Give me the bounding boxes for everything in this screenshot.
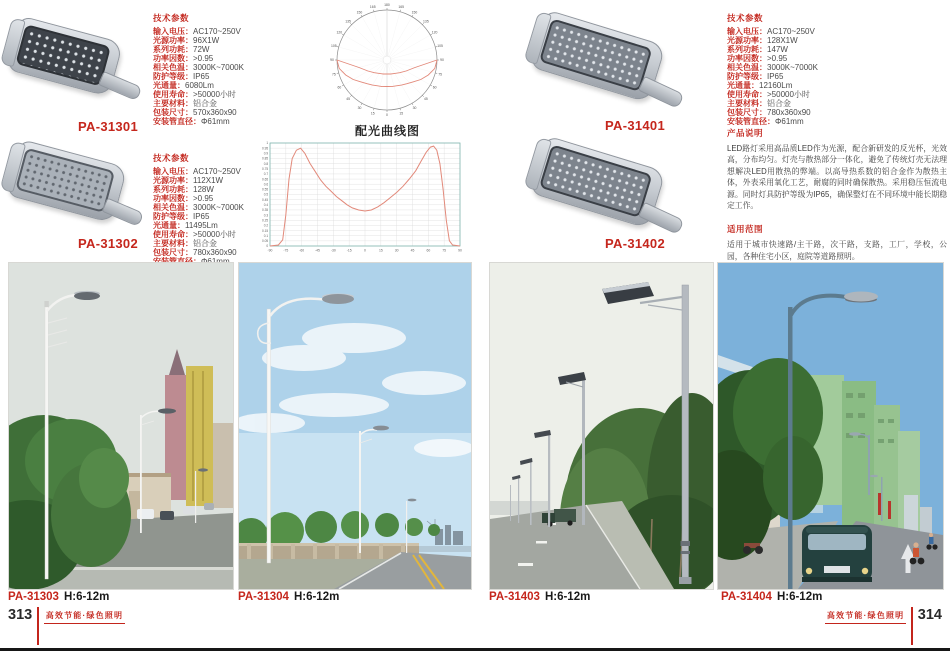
photo-model: PA-31304 [238, 591, 289, 603]
specs-heading: 技术参数 [727, 13, 764, 23]
spec-row: 输入电压：AC170~250V [153, 167, 241, 176]
svg-text:45: 45 [410, 248, 415, 253]
svg-text:45: 45 [346, 97, 350, 102]
scope-body: 适用于城市快速路/主干路，次干路，支路，工厂，学校，公园，各种住宅小区，庭院等道路照明。 [727, 240, 947, 261]
led-panel [15, 148, 115, 213]
spec-row: 光源功率：96X1W [153, 36, 220, 45]
svg-text:0.25: 0.25 [261, 218, 269, 223]
svg-text:180: 180 [384, 3, 390, 8]
specs-heading: 技术参数 [153, 153, 190, 163]
spec-row: 输入电压：AC170~250V [153, 27, 241, 36]
spec-row: 安装管直径：Φ61mm [727, 117, 804, 126]
photo-mount-height: H:6-12m [293, 591, 340, 603]
street-scene-4 [718, 263, 943, 589]
svg-text:30: 30 [394, 248, 399, 253]
spec-row: 防护等级：IP65 [727, 72, 784, 81]
spec-row: 系列功耗：128W [153, 185, 214, 194]
spec-row: 相关色温：3000K~7000K [153, 203, 244, 212]
svg-text:75: 75 [331, 72, 336, 77]
spec-row: 防护等级：IP65 [153, 212, 210, 221]
svg-text:0.8: 0.8 [263, 161, 269, 166]
svg-text:0.35: 0.35 [261, 208, 269, 213]
photo-label-pa-31303 [8, 591, 109, 603]
specs-heading: 技术参数 [153, 13, 190, 23]
description-body: LED路灯采用高品质LED作为光源，配合新研发的反光杯，光效高，分布均匀。灯壳与散热部分一体化，避免了传统灯壳无法理想解决LED用散热的弊端。以高导热系数的铝合金作为散热主体，外表采用氧化工艺，耐腐的同时确保散热。采用稳压恒流电源。同时灯具防护等级为IP65，确保整灯在不同环境中能长期稳定工作。 [727, 144, 947, 211]
page-bottom-rule [0, 648, 950, 651]
specs-block-pa-31401 [727, 12, 899, 126]
footer-right [825, 607, 942, 645]
spec-row: 包装尺寸：780x360x90 [727, 108, 811, 117]
photo-label-pa-31403 [489, 591, 590, 603]
led-panel [15, 24, 111, 86]
spec-row: 系列功耗：72W [153, 45, 210, 54]
product-image-pa-31401 [524, 10, 719, 116]
photo-model: PA-31404 [721, 591, 772, 603]
spec-row: 功率因数：>0.95 [153, 194, 214, 203]
spec-row: 主要材料：铝合金 [727, 99, 791, 108]
svg-text:90: 90 [440, 58, 444, 63]
svg-text:15: 15 [399, 111, 404, 116]
led-panel [539, 18, 653, 92]
photo-label-pa-31304 [238, 591, 339, 603]
spec-row: 光源功率：112X1W [153, 176, 224, 185]
svg-text:30: 30 [357, 105, 362, 110]
installation-photo-pa-31304 [238, 262, 472, 590]
photo-mount-height: H:6-12m [776, 591, 823, 603]
polar-chart-block [310, 3, 465, 121]
svg-text:120: 120 [431, 30, 438, 35]
spec-row: 系列功耗：147W [727, 45, 788, 54]
svg-text:75: 75 [442, 248, 447, 253]
lamp-mount-arm [638, 202, 685, 235]
lamp-mount-arm [638, 76, 685, 109]
spec-row: 防护等级：IP65 [153, 72, 210, 81]
spec-row: 主要材料：铝合金 [153, 239, 217, 248]
spec-row: 使用寿命：>50000小时 [153, 90, 236, 99]
product-description-block [727, 127, 947, 274]
photo-label-pa-31404 [721, 591, 822, 603]
svg-text:-30: -30 [330, 248, 336, 253]
svg-text:30: 30 [412, 105, 417, 110]
svg-text:-60: -60 [299, 248, 305, 253]
svg-text:150: 150 [411, 10, 418, 15]
spec-row: 相关色温：3000K~7000K [727, 63, 818, 72]
footer-slogan-left: 高效节能·绿色照明 [44, 607, 125, 624]
svg-text:0.6: 0.6 [263, 182, 269, 187]
svg-text:135: 135 [345, 19, 351, 24]
street-scene-3 [490, 263, 713, 589]
street-scene-1 [9, 263, 233, 589]
svg-text:0: 0 [266, 244, 269, 249]
svg-text:0.2: 0.2 [263, 223, 269, 228]
photo-mount-height: H:6-12m [544, 591, 591, 603]
svg-text:0.7: 0.7 [263, 172, 269, 177]
spec-row: 包装尺寸：780x360x90 [153, 248, 237, 257]
svg-text:90: 90 [330, 58, 334, 63]
footer-left [8, 607, 125, 645]
lamp-mount-arm [102, 198, 145, 227]
specs-block-pa-31301 [153, 12, 325, 126]
footer-divider [911, 607, 913, 645]
spec-row: 光源功率：128X1W [727, 36, 798, 45]
spec-row: 功率因数：>0.95 [153, 54, 214, 63]
svg-text:0.9: 0.9 [263, 151, 269, 156]
spec-row: 使用寿命：>50000小时 [727, 90, 810, 99]
installation-photo-pa-31404 [717, 262, 944, 590]
svg-text:15: 15 [378, 248, 383, 253]
svg-text:75: 75 [438, 72, 443, 77]
svg-text:45: 45 [424, 97, 428, 102]
page-number-right: 314 [917, 607, 942, 623]
svg-text:0.85: 0.85 [261, 156, 269, 161]
spec-row: 相关色温：3000K~7000K [153, 63, 244, 72]
svg-text:165: 165 [369, 5, 376, 10]
spec-row: 输入电压：AC170~250V [727, 27, 815, 36]
svg-text:-15: -15 [346, 248, 352, 253]
svg-text:0: 0 [386, 113, 388, 118]
spec-row: 使用寿命：>50000小时 [153, 230, 236, 239]
spec-row: 光通量：12160Lm [727, 81, 793, 90]
svg-text:0.15: 0.15 [261, 228, 269, 233]
spec-row: 包装尺寸：570x360x90 [153, 108, 237, 117]
svg-text:165: 165 [398, 5, 405, 10]
product-image-pa-31302 [8, 140, 148, 238]
installation-photo-pa-31403 [489, 262, 714, 590]
svg-text:60: 60 [432, 85, 437, 90]
svg-text:-75: -75 [283, 248, 289, 253]
description-title: 产品说明 [727, 128, 764, 138]
spec-row: 光通量：6080Lm [153, 81, 214, 90]
svg-text:120: 120 [336, 30, 343, 35]
svg-text:105: 105 [437, 43, 443, 48]
spec-row: 安装管直径：Φ61mm [153, 117, 230, 126]
page-number-left: 313 [8, 607, 33, 623]
model-label-pa-31301: PA-31301 [78, 119, 138, 134]
svg-text:0.05: 0.05 [261, 239, 269, 244]
scope-title: 适用范围 [727, 224, 764, 235]
svg-text:-90: -90 [267, 248, 273, 253]
intensity-chart-block [256, 140, 464, 258]
svg-text:0.4: 0.4 [263, 203, 269, 207]
svg-text:0.5: 0.5 [263, 192, 269, 197]
svg-text:0: 0 [364, 248, 366, 253]
svg-text:90: 90 [458, 248, 462, 253]
model-label-pa-31401: PA-31401 [605, 118, 665, 133]
svg-text:15: 15 [370, 111, 375, 116]
svg-text:60: 60 [337, 85, 342, 90]
photo-model: PA-31303 [8, 591, 59, 603]
lamp-mount-arm [98, 71, 143, 101]
polar-chart [310, 3, 465, 121]
spec-row: 主要材料：铝合金 [153, 99, 217, 108]
photo-mount-height: H:6-12m [63, 591, 110, 603]
intensity-chart [256, 140, 464, 258]
footer-divider [37, 607, 39, 645]
svg-text:0.55: 0.55 [261, 187, 269, 192]
svg-text:0.45: 0.45 [261, 197, 269, 202]
product-image-pa-31301 [8, 12, 148, 118]
svg-text:135: 135 [423, 19, 429, 24]
svg-text:105: 105 [331, 43, 337, 48]
street-scene-2 [239, 263, 471, 589]
product-image-pa-31402 [524, 138, 719, 238]
svg-text:60: 60 [426, 248, 431, 253]
photo-model: PA-31403 [489, 591, 540, 603]
svg-text:0.3: 0.3 [263, 213, 269, 218]
svg-text:0.1: 0.1 [263, 233, 269, 238]
led-panel [539, 144, 653, 218]
model-label-pa-31302: PA-31302 [78, 236, 138, 251]
footer-slogan-right: 高效节能·绿色照明 [825, 607, 906, 624]
svg-text:0.75: 0.75 [261, 166, 269, 171]
polar-chart-caption: 配光曲线图 [354, 124, 420, 138]
svg-text:-45: -45 [315, 248, 320, 253]
svg-text:1: 1 [266, 141, 269, 146]
svg-text:0.95: 0.95 [261, 146, 269, 151]
svg-text:150: 150 [356, 10, 363, 15]
spec-row: 功率因数：>0.95 [727, 54, 788, 63]
model-label-pa-31402: PA-31402 [605, 236, 665, 251]
installation-photo-pa-31303 [8, 262, 234, 590]
svg-text:0.65: 0.65 [261, 177, 269, 182]
spec-row: 光通量：11495Lm [153, 221, 218, 230]
